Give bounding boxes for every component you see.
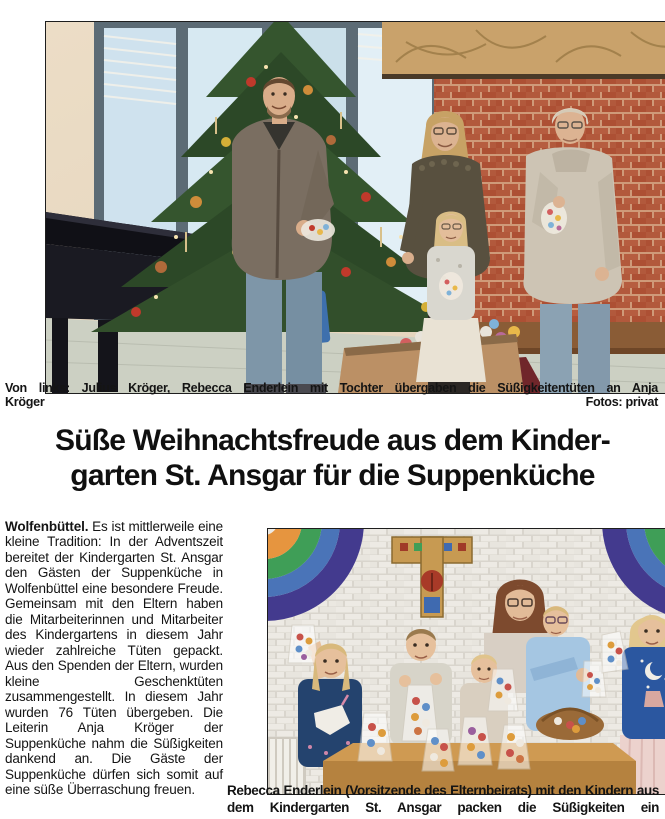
top-caption-line2: Kröger [5, 394, 45, 409]
article-headline [0, 423, 665, 493]
top-photo-caption [5, 382, 658, 410]
bottom-photo-caption: Rebecca Enderlein (Vorsitzende des Elternbeirats) mit den Kindern aus dem Kindergarten St. Ansgar packen die Süßigkeiten ein [227, 783, 659, 815]
headline-line1: Süße Weihnachtsfreude aus dem Kinder- [55, 424, 610, 457]
headline-line2: garten St. Ansgar für die Suppenküche [70, 459, 595, 492]
top-photo [45, 21, 665, 394]
top-caption-line1: Von links: Julius Kröger, Rebecca Enderlein mit Tochter übergaben die Süßigkeitentüten an Anja [5, 381, 658, 395]
candy-bag [288, 625, 318, 663]
dateline: Wolfenbüttel. [5, 518, 89, 534]
relief-panel [382, 22, 665, 79]
bottom-photo [267, 528, 665, 795]
article-paragraph: Es ist mittlerweile eine kleine Tradition: In der Adventszeit bereitet der Kindergarten St. Ansgar den Gästen der Suppenküche in Wolfenbüttel eine besondere Freude. Gemeinsam mit den Eltern haben die Mitarbeiterinnen und Mitarbeiter des Kindergartens in diesem Jahr wieder zahlreiche Tüten gepackt. Aus den Spenden der Eltern, wurden kleine Geschenktüten zusammengestellt. In diesem Jahr wurden 76 Tüten übergeben. Die Leiterin Anja Kröger der Suppenküche nahm die Süßigkeiten dankend an. Die Gäste der Suppenküche dürfen sich somit auf eine süße Überraschung freuen. [5, 518, 223, 797]
article-body [5, 519, 223, 798]
photo-credit: Fotos: privat [585, 394, 658, 409]
candy-bag [488, 669, 518, 711]
